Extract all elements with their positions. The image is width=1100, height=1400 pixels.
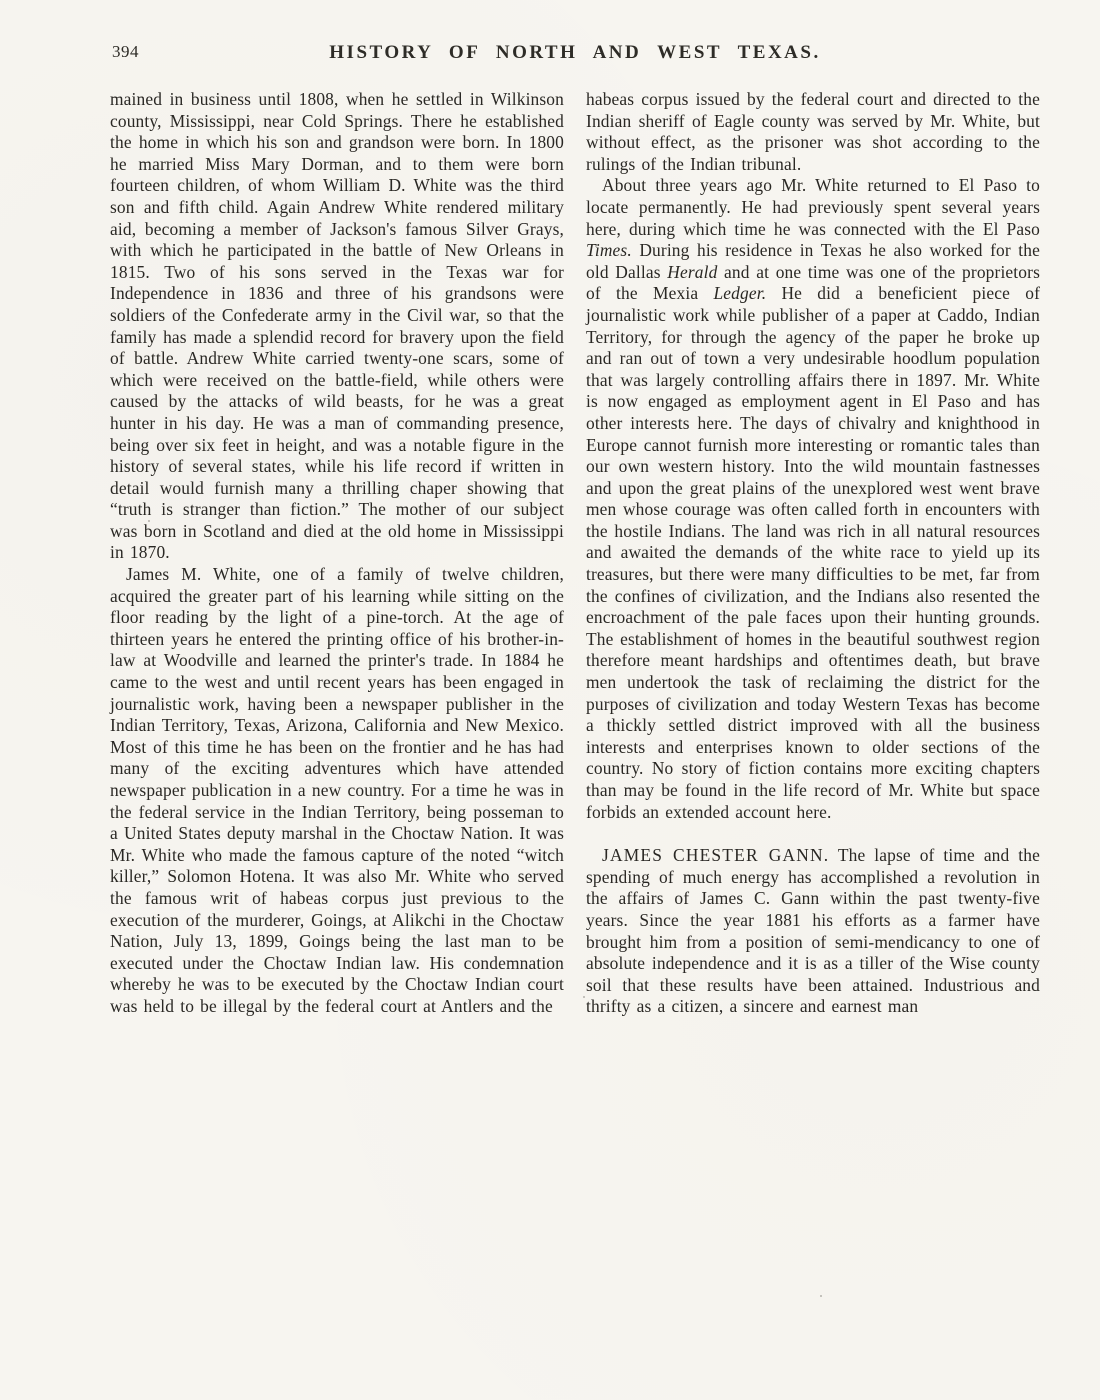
right-column bbox=[586, 89, 1040, 1018]
paragraph-continuation: habeas corpus issued by the federal court and directed to the Indian sheriff of Eagle county was served by Mr. White, but without effect, as the prisoner was shot according to the rulings of the Indian tribunal. bbox=[586, 89, 1040, 174]
text-columns bbox=[110, 89, 1040, 1018]
scan-speck bbox=[820, 1295, 822, 1297]
scan-speck bbox=[583, 996, 585, 998]
paragraph-james-m-white: James M. White, one of a family of twelve children, acquired the greater part of his learning while sitting on the floor reading by the light of a pine-torch. At the age of thirteen years he entered the printing office of his brother-in-law at Woodville and learned the printer's trade. In 1884 he came to the west and until recent years has been engaged in journalistic work, having been a newspaper publisher in the Indian Territory, Texas, Arizona, California and New Mexico. Most of this time he has been on the frontier and he has had many of the exciting adventures which have attended newspaper publication in a new country. For a time he was in the federal service in the Indian Territory, being posseman to a United States deputy marshal in the Choctaw Nation. It was Mr. White who made the famous capture of the noted “witch killer,” Solomon Hotena. It was also Mr. White who served the famous writ of habeas corpus just previous to the execution of the murderer, Goings, at Alikchi in the Choctaw Nation, July 13, 1899, Goings being the last man to be executed under the Choctaw Indian law. His condemnation whereby he was to be executed by the Choctaw Indian court was held to be illegal by the federal court at Antlers and the bbox=[110, 564, 564, 1016]
page-title: HISTORY OF NORTH AND WEST TEXAS. bbox=[329, 42, 821, 63]
paragraph-el-paso: About three years ago Mr. White returned to El Paso to locate permanently. He had previously spent several years here, during which time he was connected with the El Paso Times. During his residence in Texas he also worked for the old Dallas Herald and at one time was one of the proprietors of the Mexia Ledger. He did a beneficient piece of journalistic work while publisher of a paper at Caddo, Indian Territory, for through the agency of the paper he broke up and ran out of town a very undesirable hoodlum population that was largely controlling affairs there in 1897. Mr. White is now engaged as employment agent in El Paso and has other interests here. The days of chivalry and knighthood in Europe cannot furnish more interesting or romantic tales than our own western history. Into the wild mountain fastnesses and upon the great plains of the unexplored west went brave men whose courage was often called forth in encounters with the hostile Indians. The land was rich in all natural resources and awaited the demands of the white race to yield up its treasures, but there were many difficulties to be met, far from the confines of civilization, and the Indians also resented the encroachment of the pale faces upon their hunting grounds. The establishment of homes in the beautiful southwest region therefore meant hardships and oftentimes death, but brave men undertook the task of reclaiming the district for the purposes of civilization and today Western Texas has become a thickly settled district improved with all the business interests and enterprises known to older sections of the country. No story of fiction contains more exciting chapters than may be found in the life record of Mr. White but space forbids an extended account here. bbox=[586, 175, 1041, 822]
scan-speck bbox=[1036, 120, 1038, 122]
paragraph-james-chester-gann: JAMES CHESTER GANN. The lapse of time and the spending of much energy has accomplished a revolution in the affairs of James C. Gann within the past twenty-five years. Since the year 1881 his efforts as a farmer have brought him from a position of semi-mendicancy to one of absolute independence and it is as a tiller of the Wise county soil that these results have been attained. Industrious and thrifty as a citizen, a sincere and earnest man bbox=[586, 845, 1040, 1017]
scan-speck bbox=[148, 520, 150, 522]
left-column bbox=[110, 89, 564, 1018]
page-header bbox=[0, 0, 1100, 68]
page-number: 394 bbox=[112, 42, 139, 61]
paragraph-continuation: mained in business until 1808, when he settled in Wilkinson county, Mississippi, near Cold Springs. There he established the home in which his son and grandson were born. In 1800 he married Miss Mary Dorman, and to them were born fourteen children, of whom William D. White was the third son and fifth child. Again Andrew White rendered military aid, becoming a member of Jackson's famous Silver Grays, with which he participated in the battle of New Orleans in 1815. Two of his sons served in the Texas war for Independence in 1836 and three of his grandsons were soldiers of the Confederate army in the Civil war, so that the family has made a splendid record for bravery upon the field of battle. Andrew White carried twenty-one scars, some of which were received on the battle-field, while others were caused by the attacks of wild beasts, for he was a great hunter in his day. He was a man of commanding presence, being over six feet in height, and was a notable figure in the history of several states, while his life record if written in detail would furnish many a thrilling chaper showing that “truth is stranger than fiction.” The mother of our subject was born in Scotland and died at the old home in Mississippi in 1870. bbox=[110, 89, 564, 563]
